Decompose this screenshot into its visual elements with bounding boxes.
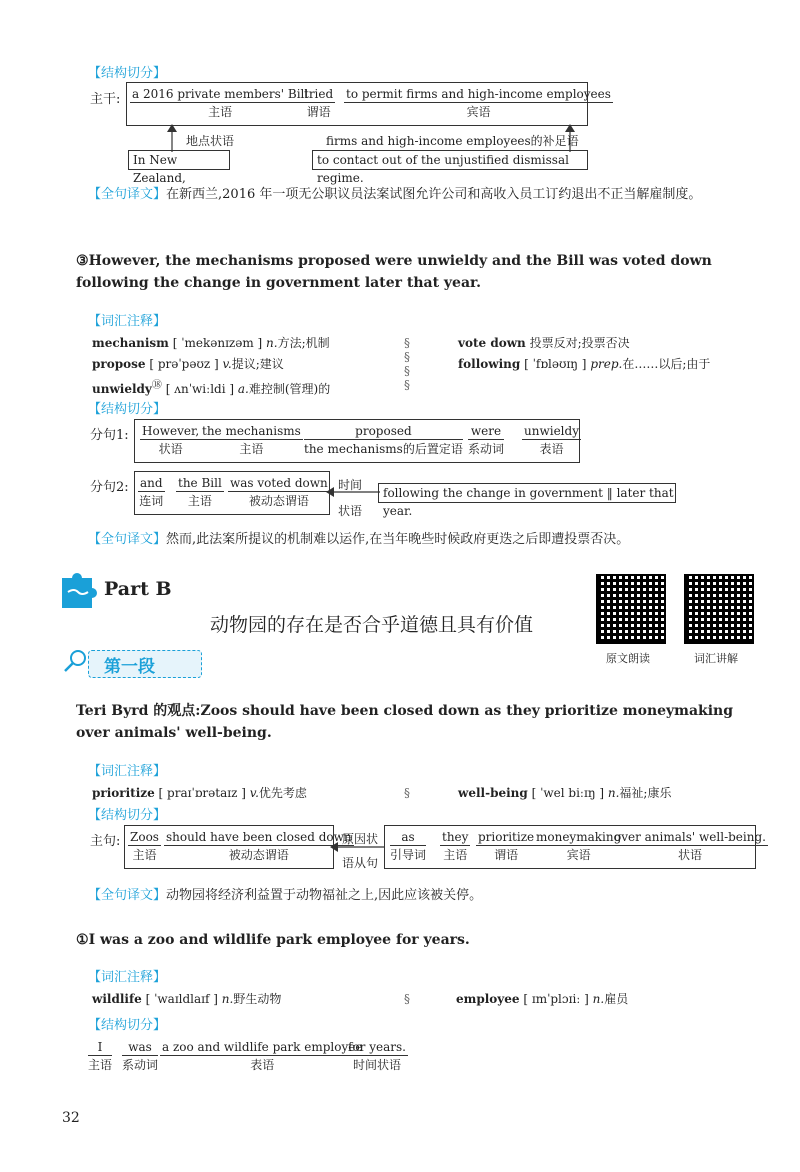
clause2-c2: the Bill 主语 xyxy=(178,476,222,508)
sentence-3: ③However, the mechanisms proposed were unwieldy and the Bill was voted down following the change in government later that year. xyxy=(76,253,712,291)
clause1-c2: the mechanisms 主语 xyxy=(202,424,301,456)
comp-note: firms and high-income employees的补足语 xyxy=(326,134,579,148)
divider-squiggle: § xyxy=(404,786,410,800)
clause1-c4: were 系动词 xyxy=(468,424,505,456)
teri-struct-label: 主句: xyxy=(90,834,121,849)
struct1-c2: was 系动词 xyxy=(122,1040,159,1072)
adv-note: 地点状语 xyxy=(186,134,235,148)
main-object: to permit firms and high-income employees 宾语 xyxy=(346,87,611,119)
puzzle-icon xyxy=(58,568,98,608)
qr1-label: 原文朗读 xyxy=(606,652,650,665)
vocab-right-teri: well-being [ ˈwel biːɪŋ ] n.福祉;康乐 xyxy=(458,786,672,800)
teri-c6: moneymaking 宾语 xyxy=(536,830,622,862)
clause2-adv-box: following the change in government ‖ later that year. xyxy=(378,483,676,503)
vocab-right-1: employee [ ɪmˈplɔɪiː ] n.雇员 xyxy=(456,992,629,1006)
adv-box: In New Zealand, xyxy=(128,150,230,170)
sentence-1: ①I was a zoo and wildlife park employee for years. xyxy=(76,932,470,948)
teri-c7: over animals' well-being. 状语 xyxy=(614,830,766,862)
struct-label-teri: 【结构切分】 xyxy=(88,808,167,823)
vocab-left-1: wildlife [ ˈwaɪldlaɪf ] n.野生动物 xyxy=(92,992,282,1006)
divider-squiggle: § § § § xyxy=(404,336,410,392)
vocab-item: mechanism [ ˈmekənɪzəm ] n.方法;机制 xyxy=(92,336,330,350)
struct-label-1: 【结构切分】 xyxy=(88,1018,167,1033)
divider-squiggle: § xyxy=(404,992,410,1006)
clause2-label: 分句2: xyxy=(90,480,129,495)
struct1-c4: for years. 时间状语 xyxy=(348,1040,406,1072)
teri-c3: as 引导词 xyxy=(390,830,427,862)
main-predicate: tried 谓语 xyxy=(304,87,334,119)
clause1-c5: unwieldy 表语 xyxy=(524,424,579,456)
translation-1: 【全句译文】在新西兰,2016 年一项无公职议员法案试图允许公司和高收入员工订约退出不正当解雇制度。 xyxy=(88,187,702,202)
clause2-c1: and 连词 xyxy=(139,476,164,508)
clause1-c3: proposed the mechanisms的后置定语 xyxy=(304,424,463,456)
comp-box: to contact out of the unjustified dismissal regime. xyxy=(312,150,588,170)
magnifier-icon xyxy=(62,648,88,674)
part-b-subtitle: 动物园的存在是否合乎道德且具有价值 xyxy=(210,614,534,636)
struct1-c3: a zoo and wildlife park employee 表语 xyxy=(162,1040,363,1072)
vocab-right-3 xyxy=(458,333,710,375)
vocab-item: unwieldy⑱ [ ʌnˈwiːldi ] a.难控制(管理)的 xyxy=(92,380,331,396)
teri-sentence: Teri Byrd 的观点:Zoos should have been closed down as they prioritize moneymaking over animals' well-being. xyxy=(76,703,734,741)
vocab-left-3 xyxy=(92,333,330,400)
qr-code-vocab[interactable] xyxy=(684,574,754,644)
teri-c4: they 主语 xyxy=(442,830,469,862)
vocab-label-3: 【词汇注释】 xyxy=(88,314,167,329)
vocab-label-1: 【词汇注释】 xyxy=(88,970,167,985)
teri-reason: 原因状 语从句 xyxy=(342,832,379,870)
main-label: 主干: xyxy=(90,92,121,107)
teri-c5: prioritize 谓语 xyxy=(478,830,535,862)
clause2-time: 时间 状语 xyxy=(338,478,363,518)
qr2-label: 词汇讲解 xyxy=(694,652,738,665)
clause2-c3: was voted down 被动态谓语 xyxy=(230,476,328,508)
struct-label: 【结构切分】 xyxy=(88,66,167,81)
qr-code-reading[interactable] xyxy=(596,574,666,644)
para-title: 第一段 xyxy=(104,657,155,677)
main-subject: a 2016 private members' Bill 主语 xyxy=(132,87,309,119)
teri-translation: 【全句译文】动物园将经济利益置于动物福祉之上,因此应该被关停。 xyxy=(88,888,483,903)
clause1-c1: However, 状语 xyxy=(142,424,200,456)
vocab-left-teri: prioritize [ praɪˈɒrətaɪz ] v.优先考虑 xyxy=(92,786,307,800)
clause1-label: 分句1: xyxy=(90,428,129,443)
teri-c2: should have been closed down 被动态谓语 xyxy=(166,830,352,862)
vocab-item: propose [ prəˈpəʊz ] v.提议;建议 xyxy=(92,357,284,371)
vocab-label-teri: 【词汇注释】 xyxy=(88,764,167,779)
struct-label-3: 【结构切分】 xyxy=(88,402,167,417)
page-number: 32 xyxy=(62,1110,80,1126)
translation-3: 【全句译文】然而,此法案所提议的机制难以运作,在当年晚些时候政府更迭之后即遭投票否决。 xyxy=(88,532,630,547)
teri-c1: Zoos 主语 xyxy=(130,830,159,862)
vocab-item: following [ ˈfɒləʊɪŋ ] prep.在……以后;由于 xyxy=(458,357,711,371)
part-b-title: Part B xyxy=(104,578,172,600)
struct1-c1: I 主语 xyxy=(88,1040,113,1072)
vocab-item: vote down 投票反对;投票否决 xyxy=(458,336,630,350)
